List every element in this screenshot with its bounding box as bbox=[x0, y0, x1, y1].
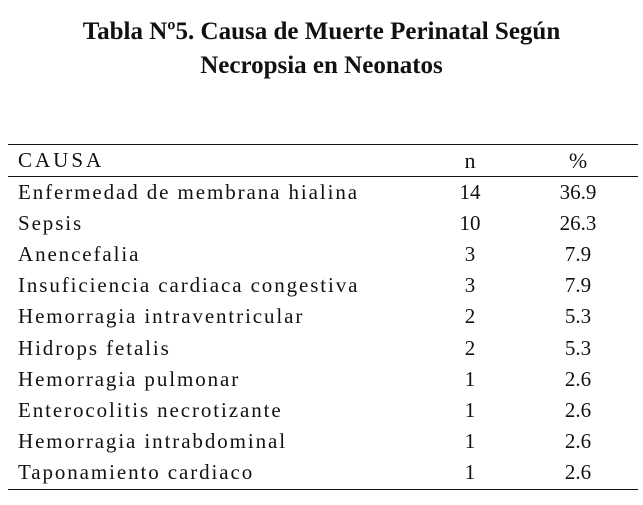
table-row bbox=[0, 239, 643, 270]
row-cause: Insuficiencia cardiaca congestiva bbox=[18, 273, 360, 297]
row-cause: Enfermedad de membrana hialina bbox=[18, 180, 359, 204]
row-percent: 2.6 bbox=[564, 460, 592, 484]
row-n: 1 bbox=[464, 429, 476, 453]
table-header-row bbox=[0, 145, 643, 176]
row-cause: Hidrops fetalis bbox=[18, 336, 171, 360]
row-n: 1 bbox=[464, 398, 476, 422]
row-percent: 5.3 bbox=[564, 336, 592, 360]
row-percent: 2.6 bbox=[564, 398, 592, 422]
row-n: 3 bbox=[464, 273, 476, 297]
row-n: 3 bbox=[464, 242, 476, 266]
row-percent: 26.3 bbox=[559, 211, 597, 235]
table-row bbox=[0, 208, 643, 239]
table-row bbox=[0, 364, 643, 395]
row-n: 1 bbox=[464, 367, 476, 391]
row-cause: Sepsis bbox=[18, 211, 84, 235]
row-percent: 2.6 bbox=[564, 367, 592, 391]
row-cause: Taponamiento cardiaco bbox=[18, 460, 255, 484]
row-n: 2 bbox=[464, 336, 476, 360]
table-title-line-1: Tabla Nº5. Causa de Muerte Perinatal Según bbox=[82, 18, 561, 45]
header-percent: % bbox=[568, 148, 588, 173]
header-cause: CAUSA bbox=[18, 148, 105, 172]
row-cause: Hemorragia intraventricular bbox=[18, 304, 305, 328]
row-percent: 36.9 bbox=[559, 180, 597, 204]
table-row bbox=[0, 426, 643, 457]
table-row bbox=[0, 177, 643, 208]
table-row bbox=[0, 457, 643, 488]
header-n: n bbox=[464, 148, 476, 173]
table-row bbox=[0, 301, 643, 332]
row-n: 10 bbox=[459, 211, 481, 235]
table-title-line-2: Necropsia en Neonatos bbox=[200, 52, 443, 79]
row-cause: Enterocolitis necrotizante bbox=[18, 398, 283, 422]
row-n: 2 bbox=[464, 304, 476, 328]
table-row bbox=[0, 270, 643, 301]
row-percent: 7.9 bbox=[564, 242, 592, 266]
table-row bbox=[0, 333, 643, 364]
row-percent: 2.6 bbox=[564, 429, 592, 453]
row-cause: Anencefalia bbox=[18, 242, 141, 266]
row-percent: 5.3 bbox=[564, 304, 592, 328]
row-n: 1 bbox=[464, 460, 476, 484]
row-cause: Hemorragia intrabdominal bbox=[18, 429, 287, 453]
table-bottom-rule bbox=[8, 489, 638, 490]
row-percent: 7.9 bbox=[564, 273, 592, 297]
row-cause: Hemorragia pulmonar bbox=[18, 367, 241, 391]
table-row bbox=[0, 395, 643, 426]
row-n: 14 bbox=[459, 180, 481, 204]
